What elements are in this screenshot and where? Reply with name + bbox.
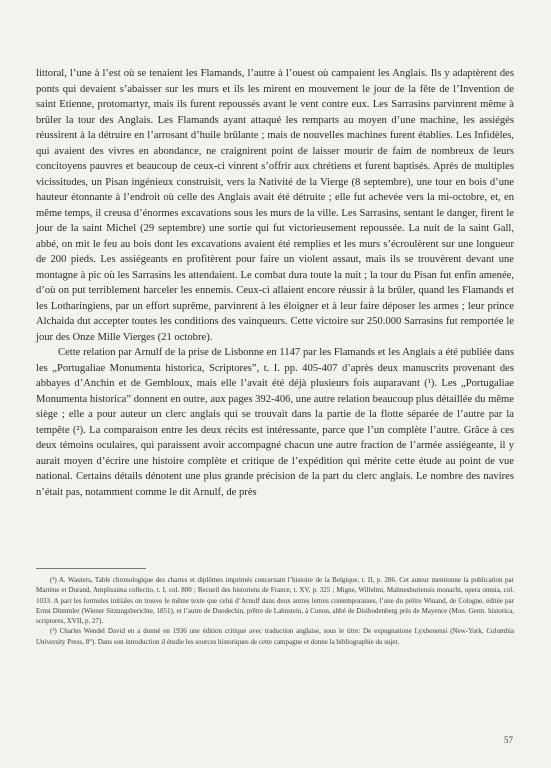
page-number: 57 (504, 735, 513, 745)
footnote-divider (36, 568, 146, 569)
paragraph-siege-narrative: littoral, l’une à l’est où se tenaient les Flamands, l’autre à l’ouest où campaient les Anglais. Ils y adaptèrent des ponts qui devaient s’abaisser sur les murs et ils les mirent en mouvement le jour de la fête de l’Invention de saint Etienne, protomartyr, mais ils furent repoussés avant le vent contre eux. Les Sarrasins parvinrent même à brûler la tour des Anglais. Les Flamands ayant attaqué les remparts au moyen d’une machine, les assiégés réussirent à la détruire en l’arrosant d’huile brûlante ; mais de nouvelles machines furent établies. Les Infidèles, qui avaient des vivres en abondance, ne craignirent point de laisser mourir de faim de nombreux de leurs concitoyens pauvres et beaucoup de ceux-ci vinrent s’offrir aux chrétiens et furent baptisés. Après de multiples vicissitudes, un Pisan ingénieux construisit, vers la Nativité de la Vierge (8 septembre), une tour en bois d’une hauteur étonnante à l’endroit où celle des Anglais avait été détruite ; elle fut achevée vers la mi-octobre, et, en même temps, il creusa d’énormes excavations sous les murs de la ville. Les Sarrasins, sentant le danger, firent le jour de la saint Michel (29 septembre) une sortie qui fut victorieusement repoussée. La nuit de la saint Gall, abbé, on mit le feu au bois dont les excavations avaient été remplies et les murs s’écroulèrent sur une longueur de 200 pieds. Les assiégeants en profitèrent pour faire un violent assaut, mais ils se trouvèrent devant une montagne à pic où les Sarrasins les attendaient. Le combat dura toute la nuit ; la tour du Pisan fut enfin amenée, d’où on put terriblement harceler les ennemis. Ceux-ci allaient encore réussir à la brûler, quand les Flamands et les Lotharingiens, par un effort suprême, parvinrent à les éloigner et à leur faire déposer les armes ; leur prince Alchaida dut accepter toutes les conditions des vainqueurs. Cette victoire sur 250.000 Sarrasins fut remportée le jour des Onze Mille Vierges (21 octobre). (36, 68, 514, 343)
footnote-2: (²) Charles Wendel David en a donné en 1936 une édition critique avec traduction anglaise, sous le titre: De expugnatione Lyxbonensi (New-York, Columbia University Press, 8°). Dans son introduction il étudie les sources historiques de cette campagne et donne la bibliographie du sujet. (36, 627, 514, 646)
footnotes (36, 575, 514, 647)
paragraph-relation-arnulf: Cette relation par Arnulf de la prise de Lisbonne en 1147 par les Flamands et les Anglais a été publiée dans les „Portugaliae Monumenta historica, Scriptores”, t. I. pp. 405-407 d’après deux manuscrits provenant des abbayes d’Anchin et de Gembloux, mais elle l’avait été déjà plusieurs fois auparavant (¹). Les „Portugaliae Monumenta historica” donnent en outre, aux pages 392-406, une autre relation beaucoup plus détaillée du même siège ; elle a pour auteur un clerc anglais qui se trouvait dans la partie de la flotte séparée de l’autre par la tempête (²). La comparaison entre les deux récits est intéressante, parce que l’un complète l’autre. Grâce à ces deux témoins oculaires, qui paraissent avoir accompagné chacun une autre fraction de l’armée assiégeante, il y aurait moyen d’écrire une histoire complète et critique de l’expédition qui mérite cette étude au point de vue national. Certains détails dénotent une plus grande précision de la part du clerc anglais. Le nombre des navires n’était pas, notamment comme le dit Arnulf, de près (36, 347, 514, 498)
body-text (36, 66, 514, 500)
footnote-1: (¹) A. Wauters, Table chronologique des chartes et diplômes imprimés concernant l’histoire de la Belgique, t. II, p. 286. Cet auteur mentionne la publication par Martène et Durand, Amplissima collectio, t. I, col. 800 ; Recueil des historiens de France, t. XV, p. 325 ; Migne, Willelmi, Malmesburiensis monachi, opera omnia, col. 1033. A part les formules initiales on trouve le même texte que celui d’Arnulf dans deux autres lettres contemporaines, l’une du prêtre Winand, de Cologne, éditée par Ernst Dümmler (Wiener Sitzungsberichte, 1851), et l’autre de Duodechin, prêtre de Lahnstein, à Cunon, abbé de Disibodenberg près de Mayence (Mon. Germ. historica, scriptores, XVII, p. 27). (36, 576, 514, 626)
